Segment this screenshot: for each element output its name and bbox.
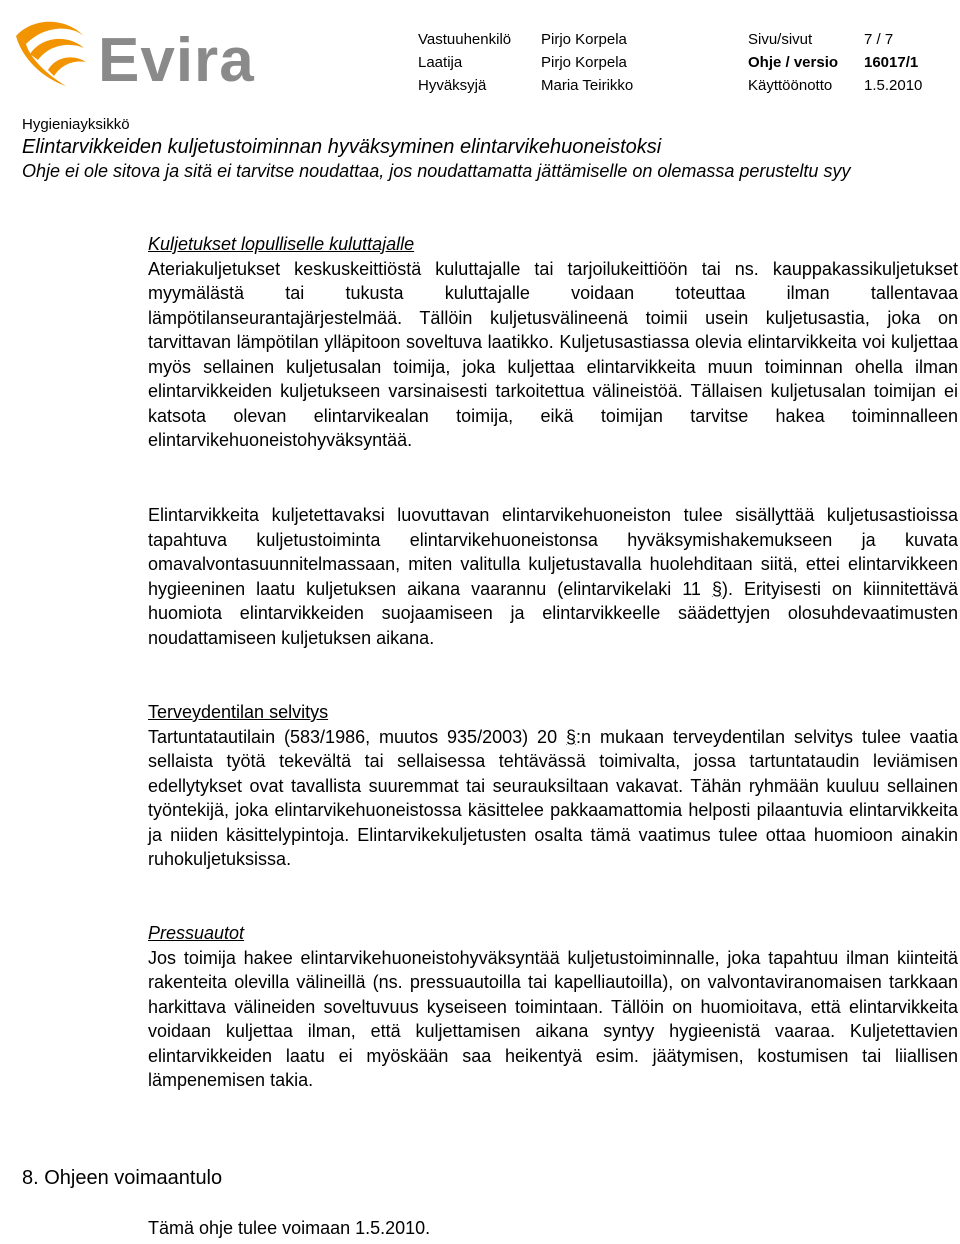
- meta-value-version-text: 16017/1: [864, 54, 919, 71]
- document-note: Ohje ei ole sitova ja sitä ei tarvitse noudattaa, jos noudattamatta jättämiselle on olemassa perusteltu syy: [22, 161, 851, 181]
- section-consumer-deliveries: [148, 232, 958, 453]
- chapter-text: Tämä ohje tulee voimaan 1.5.2010.: [148, 1218, 431, 1238]
- section-heading: Pressuautot: [148, 923, 245, 943]
- meta-value-effective-text: 1.5.2010: [864, 77, 923, 94]
- section-heading: Terveydentilan selvitys: [148, 702, 329, 722]
- meta-value-approver: [541, 74, 633, 97]
- meta-label-effective: [748, 74, 832, 97]
- meta-label-pages: [748, 28, 812, 51]
- meta-value-pages-text: 7 / 7: [864, 31, 894, 48]
- section-sign-link[interactable]: §: [711, 578, 722, 599]
- meta-label-responsible: Vastuuhenkilö: [418, 31, 512, 48]
- section-paragraph: [148, 725, 958, 872]
- paragraph-text: :n mukaan terveydentilan selvitys tulee vaatia sellaista työtä tekevältä tai sellaisessa tehtävässä toimivalta, jossa tartuntataudin leviämisen edellytykset ovat tavallista suuremmat tai seurauksiltaan vakavat. Tähän ryhmään kuuluu sellainen työntekijä, joka elintarvikehuoneistossa käsittelee pakkaamattomia helposti pilaantuvia elintarvikkeita ja niiden käsittelypintoja. Elintarvikekuljetusten osalta tämä vaatimus tulee ottaa huomioon ainakin ruhokuljetuksissa.: [148, 726, 958, 869]
- section-heading: Kuljetukset lopulliselle kuluttajalle: [148, 234, 415, 254]
- meta-value-responsible: [541, 28, 627, 51]
- section-container-transport: [148, 503, 958, 650]
- meta-label-author: [418, 51, 462, 74]
- meta-label-effective-text: Käyttöönotto: [748, 77, 833, 94]
- section-sign-link[interactable]: §: [566, 726, 577, 747]
- meta-label-approver-text: Hyväksyjä: [418, 77, 487, 94]
- section-tarpaulin-trucks: [148, 921, 958, 1093]
- paragraph-text: ). Erityisesti on kiinnitettävä huomiota elintarvikkeiden suojaamiseen ja elintarvikkeelle säädettyjen olosuhdevaatimusten noudattamiseen kuljetuksen aikana.: [148, 578, 959, 648]
- department-name: Hygieniayksikkö: [22, 116, 130, 133]
- meta-value-version: [864, 51, 918, 74]
- paragraph-text: Tartuntatautilain (583/1986, muutos 935/2003) 20: [148, 726, 567, 747]
- meta-label-approver: [418, 74, 486, 97]
- section-paragraph: [148, 503, 958, 650]
- section-paragraph: Ateriakuljetukset keskuskeittiöstä kuluttajalle tai tarjoilukeittiöön tai ns. kauppakassikuljetukset myymälästä tai tukusta kuluttajalle voidaan toteuttaa ilman tallentavaa lämpötilanseurantajärjestelmää. Tällöin kuljetusvälineenä toimii usein kuljetusastia, joka on tarvittavan lämpötilan ylläpitoon soveltuva laatikko. Kuljetusastiassa olevia elintarvikkeita voi kuljettaa myös sellainen kuljetusalan toimija, joka kuljettaa elintarvikkeita muun toiminnan ohella ilman elintarvikkeiden kuljetukseen varsinaisesti tarkoitettua välineistöä. Tällaisen kuljetusalan toimijan ei katsota olevan elintarvikealan toimija, eikä toimijan tarvitse hakea toiminnalleen elintarvikehuoneistohyväksyntää.: [148, 258, 958, 450]
- meta-value-responsible-text: Pirjo Korpela: [541, 31, 627, 48]
- meta-value-effective: [864, 74, 922, 97]
- meta-label-author-text: Laatija: [418, 54, 463, 71]
- meta-label-version-text: Ohje / versio: [748, 54, 839, 71]
- document-title: Elintarvikkeiden kuljetustoiminnan hyväksyminen elintarvikehuoneistoksi: [22, 136, 662, 158]
- paragraph-text: Elintarvikkeita kuljetettavaksi luovuttavan elintarvikehuoneiston tulee sisällyttää kuljetusastioissa tapahtuva kuljetustoiminta elintarvikehuoneistonsa hyväksymishakemukseen ja kuvata omavalvontasuunnitelmassaan, miten valitulla kuljetustavalla huolehditaan siitä, ettei elintarvikkeen hygieeninen laatu kuljetuksen aikana vaarannu (elintarvikelaki 11: [148, 505, 958, 599]
- logo-text: Evira: [98, 26, 255, 95]
- meta-row-1: [418, 28, 511, 51]
- meta-value-author: [541, 51, 627, 74]
- section-paragraph: Jos toimija hakee elintarvikehuoneistohyväksyntää kuljetustoiminnalle, joka tapahtuu ilman kiinteitä rakenteita olevilla välineillä (ns. pressuautoilla tai kapelliautoilla), on valvontaviranomaisen tarkkaan harkittava välineiden soveltuvuus kyseiseen toimintaan. Tällöin on huomioitava, että elintarvikkeita voidaan kuljettaa ilman, että kuljettamisen aikana syntyy hygieenistä vaaraa. Kuljetettavien elintarvikkeiden laatu ei myöskään saa heikentyä esim. jäätymisen, kostumisen tai liiallisen lämpenemisen takia.: [148, 947, 958, 1090]
- meta-value-approver-text: Maria Teirikko: [541, 77, 634, 94]
- section-health-certificate: [148, 700, 958, 872]
- meta-value-author-text: Pirjo Korpela: [541, 54, 627, 71]
- meta-label-pages-text: Sivu/sivut: [748, 31, 813, 48]
- meta-label-version: [748, 51, 838, 74]
- meta-value-pages: [864, 28, 893, 51]
- evira-logo: [12, 14, 267, 95]
- chapter-heading: 8. Ohjeen voimaantulo: [22, 1167, 223, 1189]
